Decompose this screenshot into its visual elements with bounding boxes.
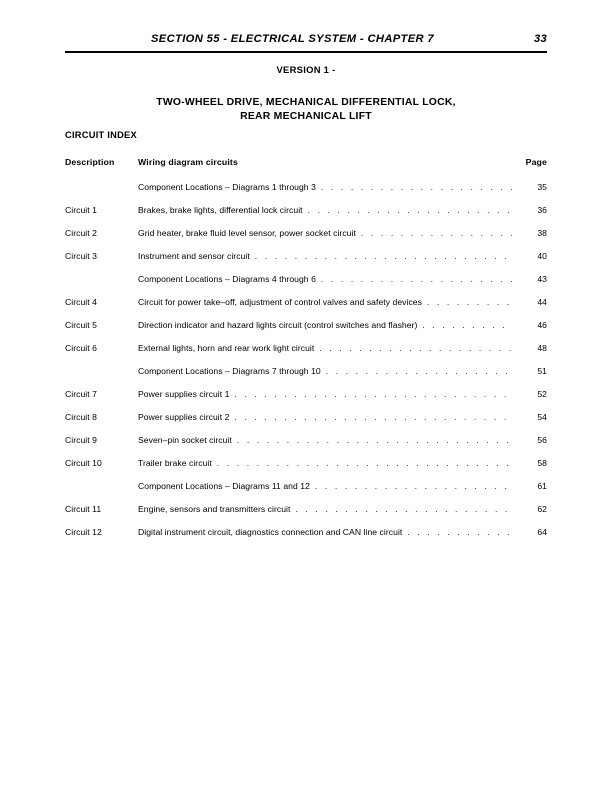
row-description: Circuit 12 — [65, 526, 102, 537]
row-circuit-label: Engine, sensors and transmitters circuit — [138, 503, 291, 514]
table-row[interactable] — [65, 290, 547, 313]
row-page-number: 46 — [537, 319, 547, 330]
table-row[interactable] — [65, 244, 547, 267]
row-page-number: 58 — [537, 457, 547, 468]
row-circuit-label: Power supplies circuit 2 — [138, 411, 230, 422]
leader-row — [138, 527, 512, 537]
header-section-title: SECTION 55 - ELECTRICAL SYSTEM - CHAPTER 7 — [150, 33, 435, 45]
row-page-number: 54 — [537, 411, 547, 422]
dot-leader — [321, 182, 512, 192]
row-page-number: 36 — [537, 204, 547, 215]
row-circuit-entry[interactable] — [138, 267, 512, 290]
row-description: Circuit 6 — [65, 342, 97, 353]
leader-row — [138, 458, 512, 468]
row-circuit-entry[interactable] — [138, 451, 512, 474]
dot-leader — [315, 481, 512, 491]
column-header-page: Page — [525, 157, 547, 167]
row-circuit-entry[interactable] — [138, 198, 512, 221]
row-description: Circuit 4 — [65, 296, 97, 307]
row-page-number: 52 — [537, 388, 547, 399]
table-row[interactable] — [65, 520, 547, 543]
row-circuit-entry[interactable] — [138, 244, 512, 267]
row-circuit-entry[interactable] — [138, 336, 512, 359]
row-circuit-label: Instrument and sensor circuit — [138, 250, 250, 261]
row-circuit-entry[interactable] — [138, 520, 512, 543]
dot-leader — [321, 274, 512, 284]
row-page-number: 48 — [537, 342, 547, 353]
row-circuit-label: Component Locations – Diagrams 11 and 12 — [138, 480, 310, 491]
row-description: Circuit 9 — [65, 434, 97, 445]
table-row[interactable] — [65, 474, 547, 497]
dot-leader — [422, 320, 512, 330]
row-page-number: 43 — [537, 273, 547, 284]
row-circuit-label: Digital instrument circuit, diagnostics connection and CAN line circuit — [138, 526, 403, 537]
table-row[interactable] — [65, 405, 547, 428]
table-row[interactable] — [65, 359, 547, 382]
leader-row — [138, 274, 512, 284]
table-row[interactable] — [65, 313, 547, 336]
dot-leader — [234, 389, 512, 399]
leader-row — [138, 481, 512, 491]
row-page-number: 56 — [537, 434, 547, 445]
row-circuit-label: Power supplies circuit 1 — [138, 388, 230, 399]
row-page-number: 61 — [537, 480, 547, 491]
table-row[interactable] — [65, 175, 547, 198]
row-description: Circuit 11 — [65, 503, 102, 514]
circuit-index-table — [65, 157, 547, 543]
page-title — [65, 96, 547, 124]
row-description: Circuit 7 — [65, 388, 97, 399]
table-row[interactable] — [65, 198, 547, 221]
table-row[interactable] — [65, 497, 547, 520]
dot-leader — [407, 527, 512, 537]
page-title-line-2: REAR MECHANICAL LIFT — [240, 111, 372, 122]
table-row[interactable] — [65, 382, 547, 405]
leader-row — [138, 389, 512, 399]
leader-row — [138, 343, 512, 353]
row-description: Circuit 8 — [65, 411, 97, 422]
leader-row — [138, 504, 512, 514]
row-description: Circuit 5 — [65, 319, 97, 330]
row-circuit-label: Component Locations – Diagrams 7 through 10 — [138, 365, 321, 376]
row-circuit-label: External lights, horn and rear work light circuit — [138, 342, 315, 353]
dot-leader — [255, 251, 512, 261]
leader-row — [138, 228, 512, 238]
page-title-line-1: TWO-WHEEL DRIVE, MECHANICAL DIFFERENTIAL LOCK, — [156, 97, 456, 108]
dot-leader — [237, 435, 512, 445]
table-row[interactable] — [65, 451, 547, 474]
column-header-circuits: Wiring diagram circuits — [138, 157, 238, 167]
title-block — [65, 64, 547, 124]
version-label: VERSION 1 - — [276, 64, 336, 75]
table-header-row — [65, 157, 547, 175]
row-circuit-entry[interactable] — [138, 474, 512, 497]
row-circuit-label: Trailer brake circuit — [138, 457, 212, 468]
row-description — [65, 175, 138, 198]
dot-leader — [326, 366, 512, 376]
dot-leader — [234, 412, 512, 422]
dot-leader — [361, 228, 512, 238]
dot-leader — [427, 297, 512, 307]
row-circuit-entry[interactable] — [138, 175, 512, 198]
table-row[interactable] — [65, 428, 547, 451]
table-body — [65, 175, 547, 543]
leader-row — [138, 297, 512, 307]
row-description: Circuit 2 — [65, 227, 97, 238]
row-page-number: 51 — [537, 365, 547, 376]
dot-leader — [217, 458, 512, 468]
row-circuit-label: Seven–pin socket circuit — [138, 434, 232, 445]
leader-row — [138, 435, 512, 445]
row-circuit-entry[interactable] — [138, 359, 512, 382]
row-circuit-label: Component Locations – Diagrams 4 through 6 — [138, 273, 316, 284]
leader-row — [138, 412, 512, 422]
row-description — [65, 359, 138, 382]
row-description — [65, 474, 138, 497]
row-page-number: 38 — [537, 227, 547, 238]
row-page-number: 35 — [537, 181, 547, 192]
row-circuit-label: Brakes, brake lights, differential lock circuit — [138, 204, 303, 215]
row-circuit-entry[interactable] — [138, 405, 512, 428]
row-page-number: 64 — [537, 526, 547, 537]
row-circuit-label: Circuit for power take–off, adjustment of control valves and safety devices — [138, 296, 422, 307]
row-page-number: 40 — [537, 250, 547, 261]
row-circuit-entry[interactable] — [138, 382, 512, 405]
table-row[interactable] — [65, 267, 547, 290]
header-page-number: 33 — [533, 33, 547, 45]
row-circuit-entry[interactable] — [138, 428, 512, 451]
row-circuit-label: Component Locations – Diagrams 1 through 3 — [138, 181, 316, 192]
row-circuit-entry[interactable] — [138, 313, 512, 336]
leader-row — [138, 205, 512, 215]
row-circuit-entry[interactable] — [138, 497, 512, 520]
table-row[interactable] — [65, 336, 547, 359]
row-description — [65, 267, 138, 290]
table-row[interactable] — [65, 221, 547, 244]
section-heading-circuit-index: CIRCUIT INDEX — [65, 130, 137, 140]
dot-leader — [308, 205, 512, 215]
table-header — [65, 157, 547, 175]
row-circuit-entry[interactable] — [138, 290, 512, 313]
row-description: Circuit 1 — [65, 204, 97, 215]
header-divider-rule — [65, 51, 547, 53]
row-circuit-label: Direction indicator and hazard lights circuit (control switches and flasher) — [138, 319, 418, 330]
leader-row — [138, 320, 512, 330]
column-header-description: Description — [65, 157, 115, 167]
row-circuit-label: Grid heater, brake fluid level sensor, power socket circuit — [138, 227, 356, 238]
row-page-number: 44 — [537, 296, 547, 307]
dot-leader — [319, 343, 512, 353]
row-description: Circuit 3 — [65, 250, 97, 261]
row-description: Circuit 10 — [65, 457, 102, 468]
leader-row — [138, 182, 512, 192]
row-page-number: 62 — [537, 503, 547, 514]
leader-row — [138, 366, 512, 376]
row-circuit-entry[interactable] — [138, 221, 512, 244]
leader-row — [138, 251, 512, 261]
dot-leader — [295, 504, 512, 514]
